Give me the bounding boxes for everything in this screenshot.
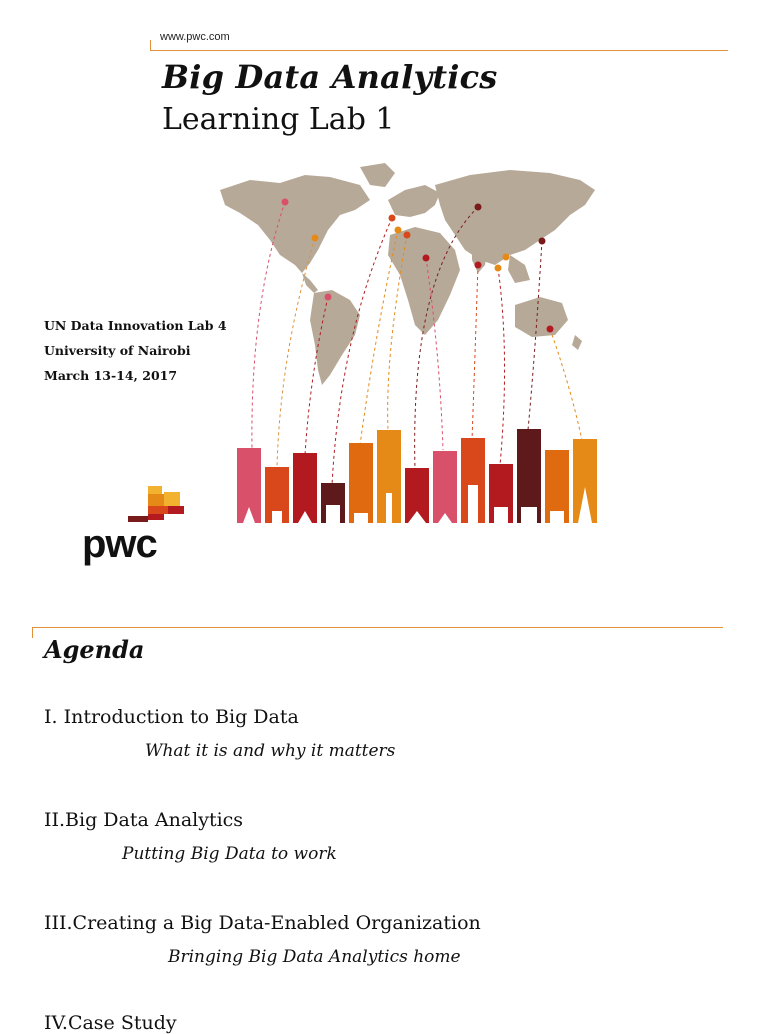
- pwc-logo-icon: [128, 484, 188, 524]
- event-line-3: March 13-14, 2017: [44, 368, 178, 383]
- event-line-2: University of Nairobi: [44, 343, 191, 358]
- top-divider-tick: [150, 40, 151, 51]
- agenda-item-2-subtitle: Putting Big Data to work: [122, 844, 337, 864]
- pwc-wordmark: pwc: [82, 522, 157, 566]
- site-url[interactable]: www.pwc.com: [160, 31, 230, 43]
- agenda-item-4: IV.Case Study: [44, 1012, 177, 1034]
- world-map-icon: [220, 163, 595, 385]
- agenda-heading: Agenda: [44, 635, 145, 664]
- city-bars: [237, 429, 597, 523]
- event-line-1: UN Data Innovation Lab 4: [44, 318, 227, 333]
- presentation-title: Big Data Analytics: [162, 58, 498, 96]
- agenda-item-1-subtitle: What it is and why it matters: [145, 741, 396, 761]
- agenda-item-2: II.Big Data Analytics: [44, 809, 244, 831]
- world-map-illustration: [210, 155, 610, 527]
- agenda-divider: [32, 627, 723, 628]
- agenda-item-1: I. Introduction to Big Data: [44, 706, 299, 728]
- agenda-item-3: III.Creating a Big Data-Enabled Organization: [44, 912, 481, 934]
- presentation-subtitle: Learning Lab 1: [162, 102, 395, 137]
- top-divider: [150, 50, 728, 51]
- agenda-divider-tick: [32, 627, 33, 638]
- agenda-item-3-subtitle: Bringing Big Data Analytics home: [168, 947, 461, 967]
